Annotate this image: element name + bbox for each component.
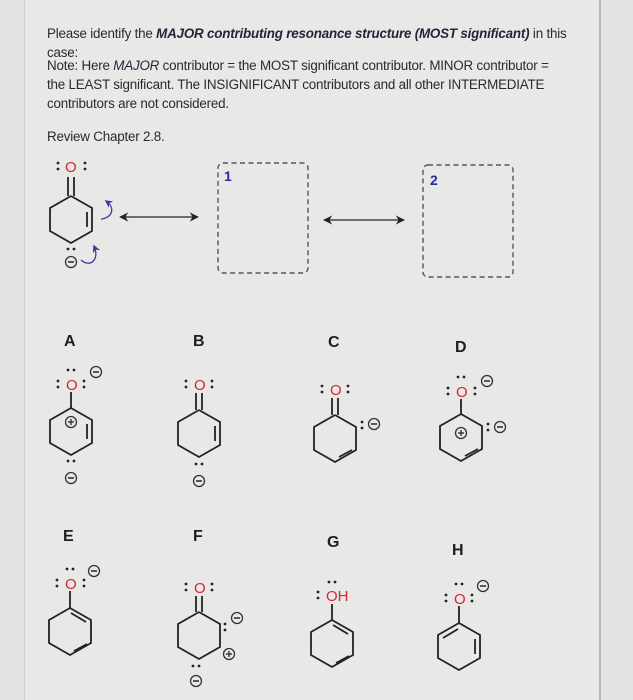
note-line2: the LEAST significant. The INSIGNIFICANT contributors and all other INTERMEDIATE [47,77,545,92]
note-major: MAJOR [113,58,160,73]
option-label-a: A [64,333,76,350]
negative-charge-icon [482,376,493,387]
option-label-b: B [193,333,205,350]
hydroxyl-group: OH [326,588,349,605]
positive-charge-icon [456,428,467,439]
negative-charge-icon [478,581,489,592]
oxygen-atom: O [65,159,77,176]
option-label-d: D [455,339,467,356]
structure-d[interactable] [440,376,506,462]
option-label-g: G [327,534,340,551]
svg-text:O: O [194,580,206,597]
structure-e[interactable] [49,566,100,656]
positive-charge-icon [224,649,235,660]
structure-c[interactable] [314,382,380,462]
positive-charge-icon [66,417,77,428]
negative-charge-icon [66,473,77,484]
negative-charge-icon [66,257,77,268]
svg-text:O: O [194,377,206,394]
svg-text:O: O [330,382,342,399]
option-label-e: E [63,528,74,545]
option-label-h: H [452,542,464,559]
option-label-c: C [328,334,340,351]
negative-charge-icon [89,566,100,577]
svg-text:O: O [454,591,466,608]
curved-arrow-icon [101,201,112,219]
negative-charge-icon [194,476,205,487]
svg-text:O: O [65,576,77,593]
note-prefix: Note: Here [47,58,114,73]
structure-h[interactable] [438,581,489,671]
prompt-emphasis: MAJOR contributing resonance structure (MOST significant) [156,26,530,41]
drop-box-2[interactable] [423,165,513,277]
negative-charge-icon [369,419,380,430]
negative-charge-icon [232,613,243,624]
prompt-prefix: Please identify the [47,26,157,41]
review-note: Review Chapter 2.8. [47,129,165,144]
starting-structure [50,177,92,243]
negative-charge-icon [91,367,102,378]
negative-charge-icon [495,422,506,433]
svg-text:O: O [456,384,468,401]
box-number: 1 [224,168,232,184]
structure-f[interactable] [178,580,243,687]
structure-b[interactable] [178,377,220,487]
box-number: 2 [430,172,438,188]
prompt-suffix: in this case: [47,26,567,60]
structure-g[interactable] [311,581,353,667]
option-label-f: F [193,528,203,545]
curved-arrow-icon [81,246,96,263]
negative-charge-icon [191,676,202,687]
note-text: contributor = the MOST significant contributor. MINOR contributor = [159,58,549,73]
drop-box-1[interactable] [218,163,308,273]
svg-text:O: O [66,377,78,394]
structure-a[interactable] [50,367,102,484]
note-line3: contributors are not considered. [47,96,229,111]
